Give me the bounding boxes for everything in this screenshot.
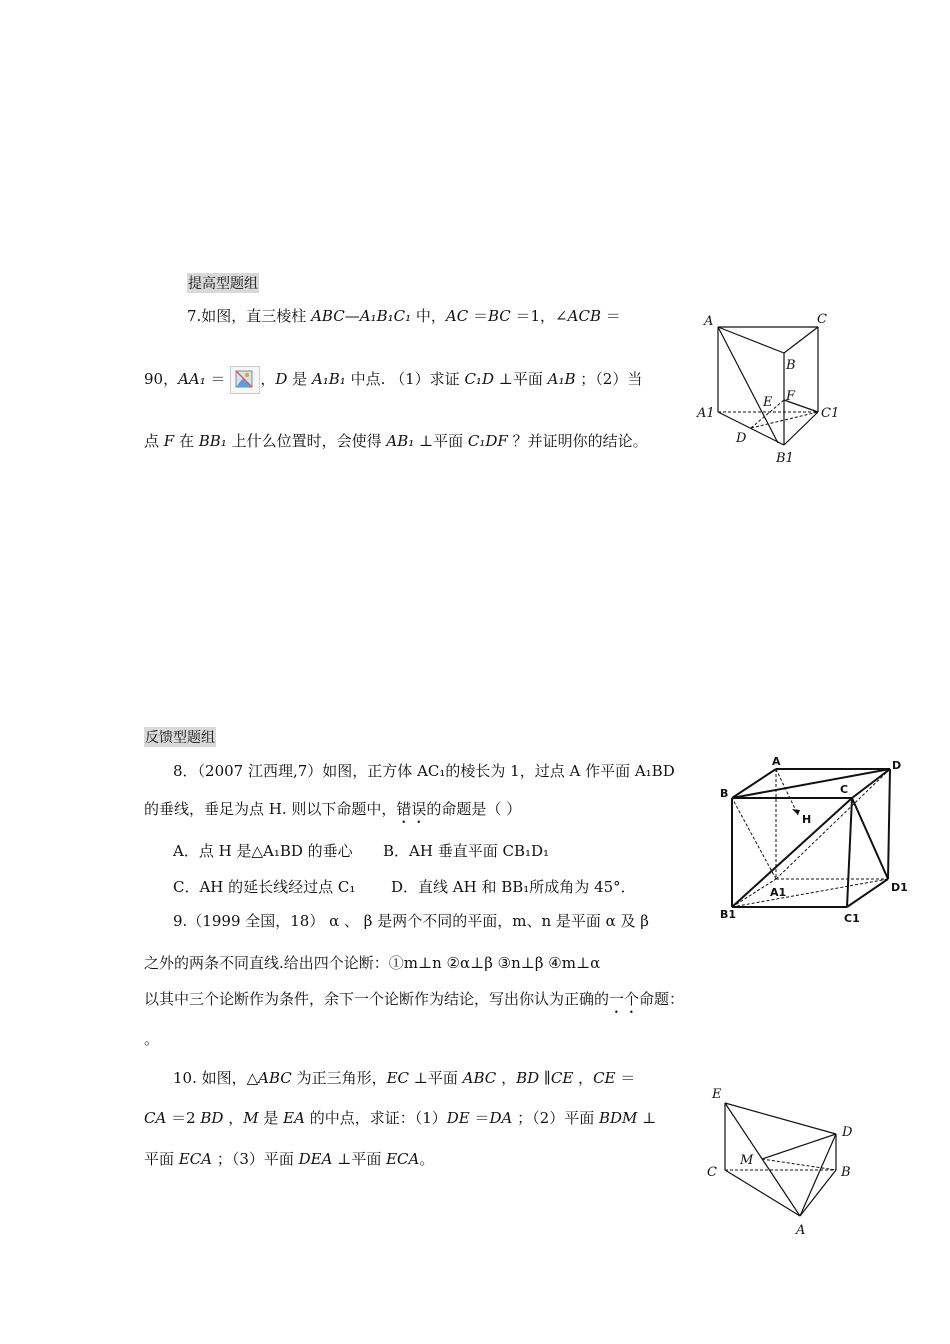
label-A1: A1 bbox=[697, 406, 715, 421]
pyramid-figure bbox=[700, 1078, 870, 1243]
q10-line2: CA ＝2 BD ，M 是 EA 的中点，求证：（1）DE ＝DA ；（2）平面 BDM ⊥ bbox=[144, 1109, 657, 1127]
label-B1: B1 bbox=[776, 451, 794, 466]
broken-image-icon bbox=[230, 366, 260, 394]
label-C1: C1 bbox=[821, 406, 840, 421]
q7-line3: 点 F 在 BB₁ 上什么位置时，会使得 AB₁ ⊥平面 C₁DF ？并证明你的结论。 bbox=[144, 432, 648, 450]
label-A: A bbox=[772, 755, 781, 768]
label-C: C bbox=[817, 312, 827, 327]
label-E: E bbox=[763, 395, 773, 410]
prism-figure bbox=[690, 305, 850, 475]
label-C: C bbox=[707, 1165, 717, 1180]
label-C1: C1 bbox=[844, 912, 860, 925]
q7-line2: 90，AA₁ ＝ ，D 是 A₁B₁ 中点. （1）求证 C₁D ⊥平面 A₁B ；（2）当 bbox=[144, 366, 642, 394]
label-H: H bbox=[802, 813, 812, 826]
label-D: D bbox=[892, 759, 902, 772]
label-A: A bbox=[796, 1223, 806, 1238]
label-D: D bbox=[842, 1125, 853, 1140]
q9-line2: 之外的两条不同直线.给出四个论断：①m⊥n ②α⊥β ③n⊥β ④m⊥α bbox=[144, 954, 601, 972]
label-B: B bbox=[720, 787, 729, 800]
section-heading-advanced: 提高型题组 bbox=[187, 273, 259, 293]
label-D1: D1 bbox=[891, 881, 908, 894]
q8-option-b: B．AH 垂直平面 CB₁D₁ bbox=[383, 842, 550, 860]
label-A1: A1 bbox=[770, 886, 787, 899]
q8-option-d: D．直线 AH 和 BB₁所成角为 45°． bbox=[391, 878, 636, 896]
section-heading-feedback: 反馈型题组 bbox=[144, 727, 216, 747]
label-B: B bbox=[841, 1165, 851, 1180]
q9-line4: 。 bbox=[144, 1030, 160, 1048]
q10-line1: 10. 如图，△ABC 为正三角形，EC ⊥平面 ABC ，BD ∥CE ，CE ＝ bbox=[173, 1069, 636, 1087]
label-D: D bbox=[736, 431, 747, 446]
label-A: A bbox=[704, 314, 714, 329]
label-C: C bbox=[840, 783, 849, 796]
q9-line3: 以其中三个论断作为条件，余下一个论断作为结论，写出你认为正确的一个命题： bbox=[144, 990, 685, 1008]
q7-line1: 7.如图，直三棱柱 ABC—A₁B₁C₁ 中，AC ＝BC ＝1，∠ACB ＝ bbox=[187, 307, 621, 325]
label-B: B bbox=[786, 358, 796, 373]
label-M: M bbox=[740, 1153, 754, 1168]
label-B1: B1 bbox=[720, 908, 737, 921]
q8-option-c: C．AH 的延长线经过点 C₁ bbox=[173, 878, 356, 896]
q8-option-a: A．点 H 是△A₁BD 的垂心 bbox=[173, 842, 353, 860]
label-F: F bbox=[786, 389, 796, 404]
q10-line3: 平面 ECA ；（3）平面 DEA ⊥平面 ECA。 bbox=[144, 1150, 435, 1168]
q9-line1: 9.（1999 全国，18） α 、 β 是两个不同的平面，m、n 是平面 α 及 β bbox=[173, 912, 649, 930]
label-E: E bbox=[712, 1087, 722, 1102]
q8-line1: 8．（2007 江西理,7）如图，正方体 AC₁的棱长为 1，过点 A 作平面 A₁BD bbox=[173, 762, 675, 780]
q8-line2: 的垂线，垂足为点 H. 则以下命题中，错误的命题是（ ） bbox=[144, 800, 522, 818]
cube-figure bbox=[712, 755, 912, 930]
